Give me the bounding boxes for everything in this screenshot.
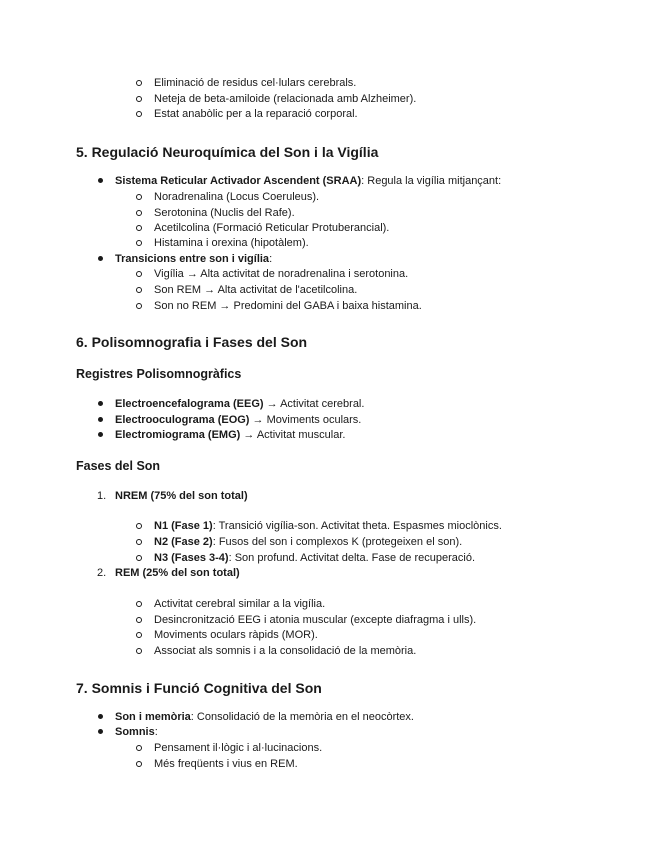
section-7-heading: 7. Somnis i Funció Cognitiva del Son xyxy=(76,680,322,696)
list-item: Son no REM → Predomini del GABA i baixa histamina. xyxy=(154,300,422,312)
list-item xyxy=(115,174,501,188)
bold-term: N2 (Fase 2) xyxy=(154,536,213,548)
bullet-icon xyxy=(136,96,142,102)
numbered-item xyxy=(115,489,248,503)
bullet-icon xyxy=(98,714,103,719)
bullet-icon xyxy=(136,761,142,767)
bullet-icon xyxy=(136,632,142,638)
bold-term: NREM (75% del son total) xyxy=(115,490,248,502)
item-text: → Moviments oculars. xyxy=(249,414,362,426)
bold-term: Somnis xyxy=(115,726,155,738)
list-item xyxy=(154,551,475,565)
item-text: → Activitat muscular. xyxy=(240,429,346,441)
list-item: Desincronització EEG i atonia muscular (excepte diafragma i ulls). xyxy=(154,614,477,626)
bold-term: Electroencefalograma (EEG) xyxy=(115,398,264,410)
bullet-icon xyxy=(136,539,142,545)
list-item: Serotonina (Nuclis del Rafe). xyxy=(154,207,295,219)
list-item xyxy=(115,252,272,266)
item-text: → Activitat cerebral. xyxy=(263,398,365,410)
list-item xyxy=(115,428,345,442)
numbered-item xyxy=(115,566,240,580)
item-text: : xyxy=(154,726,158,738)
bold-term: Electromiograma (EMG) xyxy=(115,429,241,441)
section-6-heading: 6. Polisomnografia i Fases del Son xyxy=(76,334,308,350)
list-item: Eliminació de residus cel·lulars cerebrals. xyxy=(154,77,357,89)
bullet-icon xyxy=(136,210,142,216)
list-item: Moviments oculars ràpids (MOR). xyxy=(154,629,318,641)
bullet-icon xyxy=(136,80,142,86)
bullet-icon xyxy=(136,601,142,607)
bullet-icon xyxy=(136,648,142,654)
subheading-fases: Fases del Son xyxy=(76,459,161,473)
bold-term: Transicions entre son i vigília xyxy=(115,253,270,265)
bullet-icon xyxy=(136,745,142,751)
list-item: Acetilcolina (Formació Reticular Protuberancial). xyxy=(154,222,390,234)
list-item: Vigília → Alta activitat de noradrenalina i serotonina. xyxy=(154,268,409,280)
subheading-registres: Registres Polisomnogràfics xyxy=(76,367,242,381)
bold-term: Sistema Reticular Activador Ascendent (SRAA) xyxy=(115,175,362,187)
list-item: Més freqüents i vius en REM. xyxy=(154,758,298,770)
list-number: 1. xyxy=(97,490,107,502)
bullet-icon xyxy=(98,417,103,422)
bullet-icon xyxy=(136,194,142,200)
bold-term: Son i memòria xyxy=(115,711,191,723)
bold-term: N3 (Fases 3-4) xyxy=(154,552,229,564)
bold-term: N1 (Fase 1) xyxy=(154,520,213,532)
item-text: : xyxy=(269,253,273,265)
list-item xyxy=(154,535,462,549)
list-item: Estat anabòlic per a la reparació corporal. xyxy=(154,108,358,120)
bullet-icon xyxy=(136,111,142,117)
bullet-icon xyxy=(136,287,142,293)
item-text: : Regula la vigília mitjançant: xyxy=(361,175,502,187)
bullet-icon xyxy=(98,178,103,183)
list-item xyxy=(115,413,361,427)
list-item xyxy=(154,519,502,533)
list-item: Associat als somnis i a la consolidació de la memòria. xyxy=(154,645,417,657)
list-item: Activitat cerebral similar a la vigília. xyxy=(154,598,326,610)
bullet-icon xyxy=(136,271,142,277)
bullet-icon xyxy=(98,256,103,261)
list-item xyxy=(115,710,414,724)
list-item: Pensament il·lògic i al·lucinacions. xyxy=(154,742,323,754)
list-item: Son REM → Alta activitat de l'acetilcolina. xyxy=(154,284,358,296)
list-item xyxy=(115,397,364,411)
bold-term: Electrooculograma (EOG) xyxy=(115,414,250,426)
bullet-icon xyxy=(136,225,142,231)
section-5-heading: 5. Regulació Neuroquímica del Son i la Vigília xyxy=(76,144,379,160)
bullet-icon xyxy=(136,617,142,623)
list-number: 2. xyxy=(97,567,107,579)
list-item: Neteja de beta-amiloide (relacionada amb Alzheimer). xyxy=(154,93,417,105)
item-text: : Consolidació de la memòria en el neocòrtex. xyxy=(190,711,414,723)
item-text: : Fusos del son i complexos K (protegeixen el son). xyxy=(212,536,463,548)
bullet-icon xyxy=(136,240,142,246)
bullet-icon xyxy=(98,729,103,734)
list-item: Histamina i orexina (hipotàlem). xyxy=(154,237,309,249)
list-item: Noradrenalina (Locus Coeruleus). xyxy=(154,191,320,203)
bullet-icon xyxy=(136,555,142,561)
bullet-icon xyxy=(98,401,103,406)
bold-term: REM (25% del son total) xyxy=(115,567,240,579)
item-text: : Transició vigília-son. Activitat theta. Espasmes mioclònics. xyxy=(212,520,502,532)
item-text: : Son profund. Activitat delta. Fase de recuperació. xyxy=(228,552,476,564)
bullet-icon xyxy=(98,432,103,437)
bullet-icon xyxy=(136,523,142,529)
bullet-icon xyxy=(136,303,142,309)
list-item xyxy=(115,725,158,739)
